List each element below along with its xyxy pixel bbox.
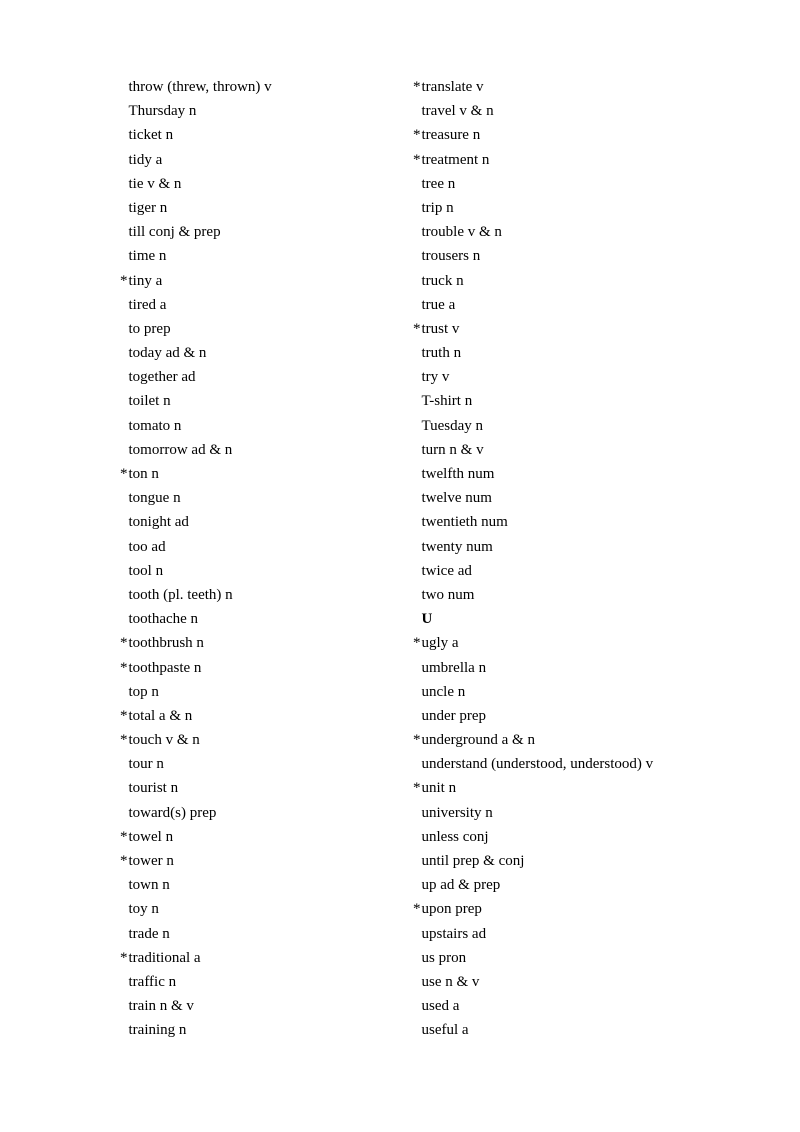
word-text: university n bbox=[421, 804, 493, 821]
word-text: treatment n bbox=[421, 151, 490, 168]
star-marker: * bbox=[413, 127, 421, 144]
word-entry bbox=[120, 825, 390, 849]
word-text: tiny a bbox=[128, 272, 163, 289]
word-text: twice ad bbox=[421, 562, 472, 579]
word-text: trade n bbox=[128, 925, 170, 942]
star-marker: * bbox=[120, 272, 128, 289]
word-text: upstairs ad bbox=[421, 925, 487, 942]
word-text: tomato n bbox=[128, 417, 182, 434]
word-text: till conj & prep bbox=[128, 224, 221, 241]
word-text: unless conj bbox=[421, 828, 489, 845]
word-text: use n & v bbox=[421, 973, 480, 990]
word-entry bbox=[413, 825, 743, 849]
word-text: twelfth num bbox=[421, 466, 495, 482]
word-entry bbox=[120, 389, 390, 413]
left-word-column bbox=[120, 75, 390, 1043]
word-text: under prep bbox=[421, 707, 487, 724]
word-entry bbox=[120, 728, 390, 752]
word-text: treasure n bbox=[421, 127, 481, 144]
word-text: until prep & conj bbox=[421, 853, 525, 869]
word-entry bbox=[413, 510, 743, 534]
word-text: useful a bbox=[421, 1022, 469, 1039]
word-text: tonight ad bbox=[128, 514, 189, 531]
right-word-column bbox=[413, 75, 743, 1043]
word-entry bbox=[413, 801, 743, 825]
star-marker: * bbox=[120, 466, 128, 482]
word-entry bbox=[120, 414, 390, 438]
word-text: T-shirt n bbox=[421, 393, 473, 410]
word-entry bbox=[120, 535, 390, 559]
word-entry bbox=[413, 704, 743, 728]
word-text: total a & n bbox=[128, 707, 193, 724]
word-entry bbox=[120, 897, 390, 921]
word-text: trust v bbox=[421, 320, 460, 337]
word-text: toward(s) prep bbox=[128, 804, 217, 821]
word-entry bbox=[413, 317, 743, 341]
star-marker: * bbox=[120, 853, 128, 869]
word-entry bbox=[120, 776, 390, 800]
word-entry bbox=[120, 244, 390, 268]
word-text: truck n bbox=[421, 272, 464, 289]
word-entry bbox=[413, 922, 743, 946]
word-entry bbox=[120, 559, 390, 583]
star-marker: * bbox=[120, 635, 128, 652]
word-entry bbox=[120, 704, 390, 728]
word-text: traditional a bbox=[128, 949, 201, 966]
word-entry bbox=[120, 1018, 390, 1042]
word-entry bbox=[413, 269, 743, 293]
word-entry bbox=[120, 486, 390, 510]
word-text: twelve num bbox=[421, 490, 492, 507]
word-text: tiger n bbox=[128, 199, 168, 216]
word-entry bbox=[413, 438, 743, 462]
word-entry bbox=[120, 75, 390, 99]
star-marker: * bbox=[120, 828, 128, 845]
star-marker: * bbox=[120, 707, 128, 724]
word-text: town n bbox=[128, 877, 170, 894]
word-text: understand (understood, understood) v bbox=[421, 756, 654, 773]
word-entry bbox=[413, 462, 743, 486]
word-text: training n bbox=[128, 1022, 187, 1039]
word-entry bbox=[413, 123, 743, 147]
word-entry bbox=[413, 389, 743, 413]
word-entry bbox=[120, 510, 390, 534]
word-text: toy n bbox=[128, 901, 159, 918]
word-entry bbox=[120, 172, 390, 196]
word-entry bbox=[413, 99, 743, 123]
word-entry bbox=[413, 75, 743, 99]
word-entry bbox=[120, 365, 390, 389]
word-text: train n & v bbox=[128, 998, 194, 1015]
word-entry bbox=[120, 99, 390, 123]
word-entry bbox=[120, 656, 390, 680]
word-entry bbox=[413, 535, 743, 559]
word-text: throw (threw, thrown) v bbox=[128, 79, 272, 95]
star-marker: * bbox=[413, 732, 421, 749]
word-text: Thursday n bbox=[128, 103, 197, 120]
word-text: ugly a bbox=[421, 635, 459, 652]
word-entry bbox=[120, 607, 390, 631]
word-entry bbox=[120, 849, 390, 873]
word-text: toothpaste n bbox=[128, 659, 202, 676]
word-entry bbox=[120, 994, 390, 1018]
word-entry bbox=[120, 293, 390, 317]
star-marker: * bbox=[413, 320, 421, 337]
word-entry bbox=[120, 269, 390, 293]
word-entry bbox=[120, 946, 390, 970]
word-text: tool n bbox=[128, 562, 164, 579]
word-text: toilet n bbox=[128, 393, 171, 410]
word-entry bbox=[120, 220, 390, 244]
word-text: tower n bbox=[128, 853, 174, 869]
word-entry bbox=[413, 680, 743, 704]
word-text: translate v bbox=[421, 79, 484, 95]
word-text: underground a & n bbox=[421, 732, 535, 749]
star-marker: * bbox=[413, 780, 421, 797]
word-entry bbox=[413, 897, 743, 921]
word-entry bbox=[413, 776, 743, 800]
star-marker: * bbox=[413, 79, 421, 95]
word-entry bbox=[120, 123, 390, 147]
word-entry bbox=[120, 970, 390, 994]
word-text: tree n bbox=[421, 175, 456, 192]
word-text: ticket n bbox=[128, 127, 174, 144]
word-entry bbox=[120, 583, 390, 607]
word-entry bbox=[120, 801, 390, 825]
word-text: twenty num bbox=[421, 538, 493, 555]
word-text: upon prep bbox=[421, 901, 482, 918]
word-text: us pron bbox=[421, 949, 467, 966]
word-text: toothache n bbox=[128, 611, 199, 628]
word-entry bbox=[120, 148, 390, 172]
word-entry bbox=[413, 583, 743, 607]
word-text: Tuesday n bbox=[421, 417, 484, 434]
word-text: towel n bbox=[128, 828, 174, 845]
word-entry bbox=[413, 220, 743, 244]
word-text: up ad & prep bbox=[421, 877, 501, 894]
word-entry bbox=[413, 196, 743, 220]
word-entry bbox=[413, 873, 743, 897]
star-marker: * bbox=[120, 949, 128, 966]
word-text: umbrella n bbox=[421, 659, 487, 676]
section-letter-heading bbox=[413, 607, 743, 631]
word-entry bbox=[413, 728, 743, 752]
word-entry bbox=[120, 680, 390, 704]
word-text: twentieth num bbox=[421, 514, 508, 531]
word-text: top n bbox=[128, 683, 159, 700]
word-text: traffic n bbox=[128, 973, 177, 990]
word-entry bbox=[413, 365, 743, 389]
word-text: today ad & n bbox=[128, 345, 207, 362]
word-text: trip n bbox=[421, 199, 454, 216]
word-text: unit n bbox=[421, 780, 457, 797]
star-marker: * bbox=[120, 659, 128, 676]
word-text: uncle n bbox=[421, 683, 466, 700]
section-letter: U bbox=[421, 611, 433, 628]
word-text: travel v & n bbox=[421, 103, 494, 120]
word-entry bbox=[120, 462, 390, 486]
word-entry bbox=[413, 656, 743, 680]
word-entry bbox=[413, 970, 743, 994]
word-text: try v bbox=[421, 369, 450, 386]
word-text: tidy a bbox=[128, 151, 163, 168]
word-text: to prep bbox=[128, 320, 171, 337]
word-entry bbox=[120, 752, 390, 776]
word-entry bbox=[413, 849, 743, 873]
star-marker: * bbox=[413, 151, 421, 168]
word-text: trouble v & n bbox=[421, 224, 502, 241]
word-text: tourist n bbox=[128, 780, 179, 797]
word-text: turn n & v bbox=[421, 441, 484, 458]
word-entry bbox=[413, 946, 743, 970]
word-text: tie v & n bbox=[128, 175, 182, 192]
word-entry bbox=[413, 559, 743, 583]
star-marker: * bbox=[413, 635, 421, 652]
word-entry bbox=[413, 994, 743, 1018]
word-text: touch v & n bbox=[128, 732, 200, 749]
word-entry bbox=[413, 293, 743, 317]
word-entry bbox=[120, 196, 390, 220]
word-text: tooth (pl. teeth) n bbox=[128, 586, 233, 603]
word-entry bbox=[413, 244, 743, 268]
word-entry bbox=[120, 631, 390, 655]
word-text: toothbrush n bbox=[128, 635, 204, 652]
word-entry bbox=[413, 752, 743, 776]
word-text: true a bbox=[421, 296, 456, 313]
word-entry bbox=[413, 1018, 743, 1042]
word-entry bbox=[413, 631, 743, 655]
word-entry bbox=[413, 172, 743, 196]
word-entry bbox=[413, 486, 743, 510]
word-text: time n bbox=[128, 248, 167, 265]
word-entry bbox=[120, 873, 390, 897]
word-entry bbox=[120, 438, 390, 462]
word-text: tour n bbox=[128, 756, 164, 773]
word-text: together ad bbox=[128, 369, 196, 386]
word-text: used a bbox=[421, 998, 460, 1015]
word-text: two num bbox=[421, 586, 475, 603]
word-text: tired a bbox=[128, 296, 167, 313]
word-text: truth n bbox=[421, 345, 462, 362]
word-text: tomorrow ad & n bbox=[128, 441, 233, 458]
word-entry bbox=[120, 341, 390, 365]
word-entry bbox=[120, 922, 390, 946]
star-marker: * bbox=[413, 901, 421, 918]
word-text: tongue n bbox=[128, 490, 181, 507]
word-text: trousers n bbox=[421, 248, 481, 265]
word-entry bbox=[413, 341, 743, 365]
word-entry bbox=[413, 148, 743, 172]
word-entry bbox=[413, 414, 743, 438]
word-text: ton n bbox=[128, 466, 159, 482]
star-marker: * bbox=[120, 732, 128, 749]
word-text: too ad bbox=[128, 538, 166, 555]
word-entry bbox=[120, 317, 390, 341]
